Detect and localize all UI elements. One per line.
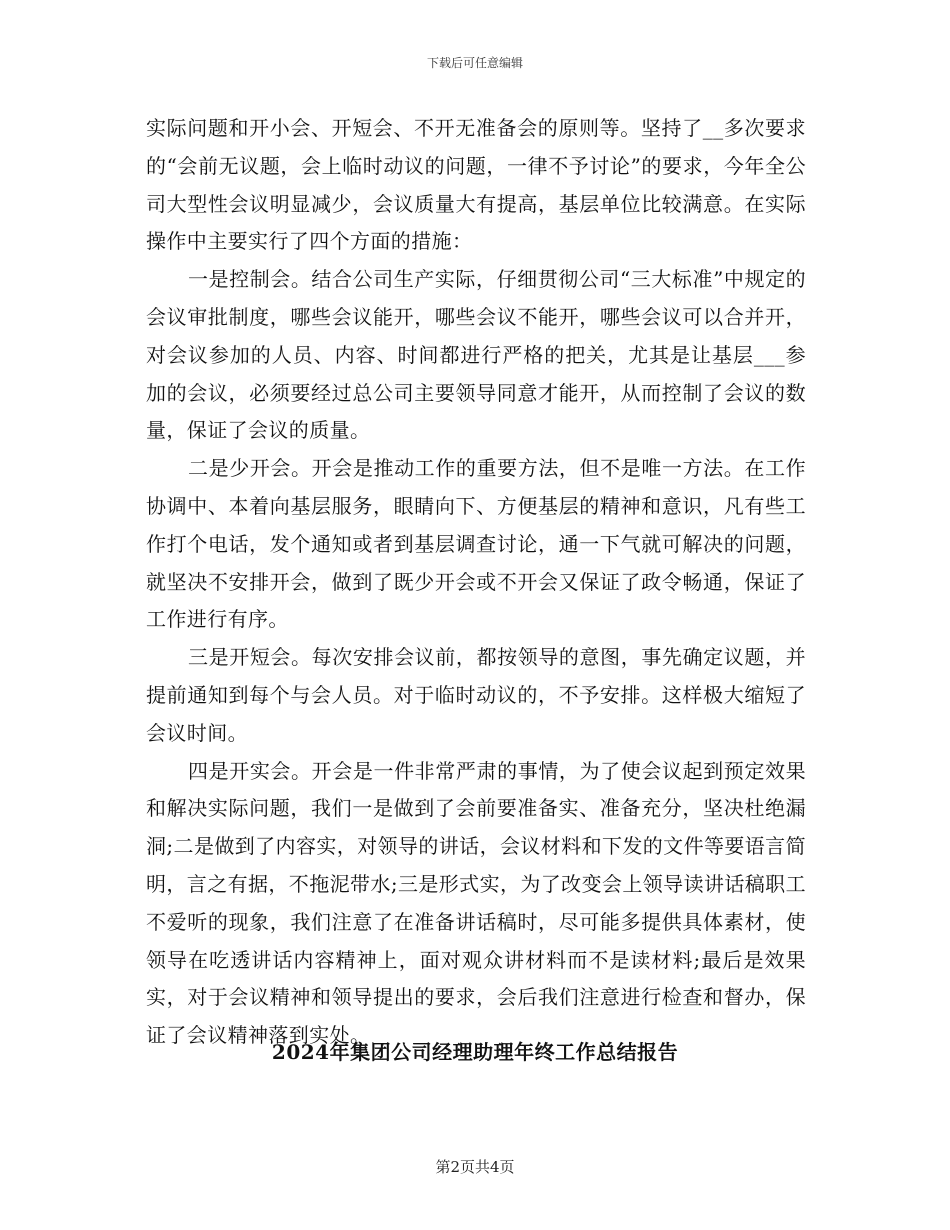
section-title: 2024年集团公司经理助理年终工作总结报告 bbox=[271, 1040, 679, 1064]
document-body bbox=[146, 110, 806, 1055]
paragraph-fewer-meetings: 二是少开会。开会是推动工作的重要方法，但不是唯一方法。在工作协调中、本着向基层服务，眼睛向下、方便基层的精神和意识，凡有些工作打个电话，发个通知或者到基层调查讨论，通一下气就可解决的问题，就坚决不安排开会，做到了既少开会或不开会又保证了政令畅通，保证了工作进行有序。 bbox=[146, 456, 806, 632]
paragraph-short-meetings: 三是开短会。每次安排会议前，都按领导的意图，事先确定议题，并提前通知到每个与会人员。对于临时动议的，不予安排。这样极大缩短了会议时间。 bbox=[146, 645, 806, 745]
paragraph-control-meetings: 一是控制会。结合公司生产实际，仔细贯彻公司“三大标准”中规定的会议审批制度，哪些会议能开，哪些会议不能开，哪些会议可以合并开，对会议参加的人员、内容、时间都进行严格的把关，尤其是让基层___参加的会议，必须要经过总公司主要领导同意才能开，从而控制了会议的数量，保证了会议的质量。 bbox=[146, 267, 806, 443]
page-number: 第2页共4页 bbox=[435, 1158, 515, 1176]
paragraph-continuation: 实际问题和开小会、开短会、不开无准备会的原则等。坚持了__多次要求的“会前无议题，会上临时动议的问题，一律不予讨论”的要求，今年全公司大型性会议明显减少，会议质量大有提高，基层单位比较满意。在实际操作中主要实行了四个方面的措施： bbox=[146, 116, 806, 254]
paragraph-practical-meetings: 四是开实会。开会是一件非常严肃的事情，为了使会议起到预定效果和解决实际问题，我们一是做到了会前要准备实、准备充分，坚决杜绝漏洞;二是做到了内容实，对领导的讲话，会议材料和下发的文件等要语言简明，言之有据，不拖泥带水;三是形式实，为了改变会上领导读讲话稿职工不爱听的现象，我们注意了在准备讲话稿时，尽可能多提供具体素材，使领导在吃透讲话内容精神上，面对观众讲材料而不是读材料;最后是效果实，对于会议精神和领导提出的要求，会后我们注意进行检查和督办，保证了会议精神落到实处。 bbox=[146, 758, 806, 1048]
header-note: 下载后可任意编辑 bbox=[426, 56, 523, 70]
